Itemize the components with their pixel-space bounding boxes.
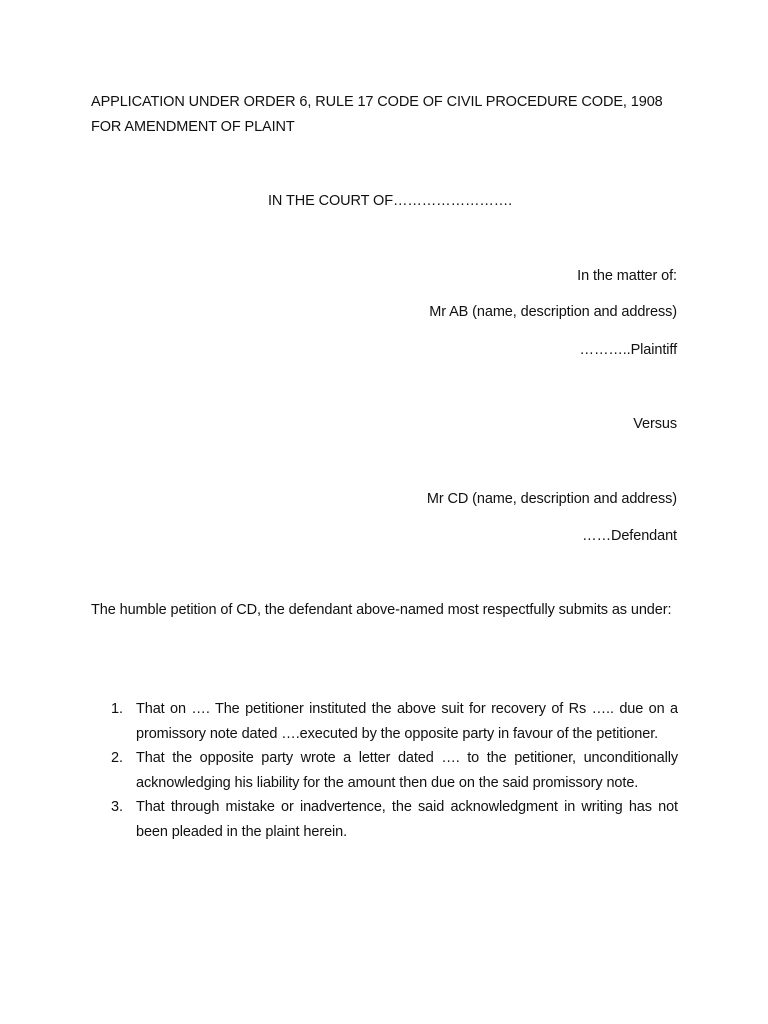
list-item-text: That on …. The petitioner instituted the above suit for recovery of Rs ….. due on a promissory note dated ….executed by the opposite party in favour of the petitioner. <box>136 701 678 742</box>
versus-label: Versus <box>633 416 677 432</box>
plaintiff-name: Mr AB (name, description and address) <box>429 304 677 320</box>
matter-intro: In the matter of: <box>577 268 677 284</box>
heading-line-2: FOR AMENDMENT OF PLAINT <box>91 119 295 135</box>
list-item <box>91 697 678 746</box>
petition-intro: The humble petition of CD, the defendant above-named most respectfully submits as under: <box>91 602 672 618</box>
court-title: IN THE COURT OF……………………. <box>268 193 513 209</box>
defendant-name: Mr CD (name, description and address) <box>426 491 677 507</box>
heading-line-1: APPLICATION UNDER ORDER 6, RULE 17 CODE OF CIVIL PROCEDURE CODE, 1908 <box>91 94 663 110</box>
list-item-number: 3. <box>111 799 123 815</box>
list-item <box>91 746 678 795</box>
list-item <box>91 795 678 844</box>
list-item-number: 2. <box>111 750 123 766</box>
list-item-text: That through mistake or inadvertence, the said acknowledgment in writing has not been pleaded in the plaint herein. <box>136 799 678 840</box>
list-item-number: 1. <box>111 701 123 717</box>
defendant-label: ……Defendant <box>582 528 677 544</box>
list-item-text: That the opposite party wrote a letter dated …. to the petitioner, unconditionally acknowledging his liability for the amount then due on the said promissory note. <box>136 750 678 791</box>
petition-points-list <box>91 697 678 844</box>
plaintiff-label: ………..Plaintiff <box>579 342 677 358</box>
